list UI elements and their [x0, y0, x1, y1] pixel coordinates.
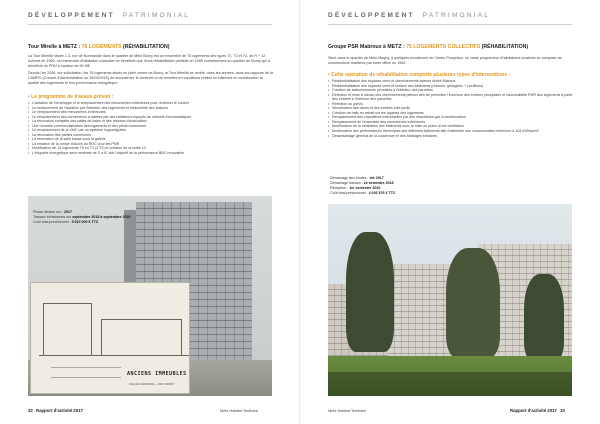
right-page [300, 0, 600, 424]
info-label: Coût total prévisionnel : [33, 220, 72, 224]
left-footer [28, 408, 83, 413]
list-item: • Amélioration de la ventilation des bâtiments avec la mise en place d'une ventilation [328, 124, 574, 129]
list-item: • Réfection et mise à niveau des cheminements piétons afin de permettre l'inversion des entrées principales et l'accessibilité PMR des logements à partir des entrées à l'intérieur des parcelles [328, 93, 574, 102]
section-header [28, 12, 190, 22]
section-header-word2: PATRIMONIAL [422, 12, 491, 19]
page-number: 32 [28, 408, 33, 413]
sketch-line [43, 303, 44, 355]
title-suffix: (RÉHABILITATION) [480, 44, 529, 50]
info-value: 4 026 576 € TTC [368, 191, 396, 195]
report-title: Rapport d'activité 2017 [36, 408, 83, 413]
sketch-caption: ANCIENS IMMEUBLES [127, 371, 187, 377]
program-heading: • Le programme de travaux prévoit : [28, 94, 114, 100]
section-header-word2: PATRIMONIAL [122, 12, 191, 19]
list-item: • Résidentialisation des espaces verts et cheminements avenue André Malraux [328, 79, 574, 84]
page-number: 33 [560, 408, 565, 413]
intro-paragraph: La Tour Mireille située 1-3, rue de Normandie dans le quartier de Metz Borny est un ensemble de 76 logements des types T2, T3 et T4, de R + 12. Achevé en 1960, cet immeuble d'habitation collective ne bénéficie que d'une réhabilitation partielle en 1985 contrairement au quartier de Borny qui a bénéficié du PRU à hauteur de 60 M€. [28, 54, 270, 68]
info-label: Démarrage travaux : [330, 181, 364, 185]
list-item: • Modification de 13 logements T5 en T3 (2 T2) et création de la sortie 12 [28, 146, 274, 151]
right-footer [510, 408, 565, 413]
info-value: été 2017 [369, 176, 384, 180]
title-prefix: Groupe PSR Mabroux à METZ : [328, 44, 407, 50]
title-highlight: 75 LOGEMENTS COLLECTIFS [406, 44, 481, 50]
info-value: 2e semestre 2018 [363, 181, 394, 185]
architectural-sketch [30, 282, 190, 394]
program-list [28, 101, 274, 156]
tree [446, 248, 500, 358]
list-item: • Création de halls en retrait sur les façades des logements [328, 111, 574, 116]
list-item: • Une nouvelle commercialisation des logements et des pieds communes [28, 124, 274, 129]
list-item: • Création de stationnements privatisés à l'intérieur des parcelles [328, 88, 574, 93]
project-info-box [33, 210, 133, 225]
list-item: • La rénovation de la salle basse sous la galerie [28, 137, 274, 142]
list-item: • Le renforcement de l'isolation par l'intérieur des logements et l'étanchéité des balcons [28, 106, 274, 111]
intro-paragraph: Situé dans le quartier de Metz-Magny, à quelques encablures du Centre Pompidou, ce vaste programme d'habitations locatives se compose de constructions réalisées par notre office en 1962. [328, 56, 562, 65]
list-item: • L'étiquette énergétique sera ramenée de D à B, soit l'objectif de la performance BBC rénovation [28, 151, 274, 156]
program-heading: • Cette opération de réhabilitation comporte plusieurs types d'interventions : [328, 72, 511, 78]
sketch-line [101, 319, 181, 320]
sketch-line [181, 319, 182, 355]
sketch-line [51, 367, 121, 368]
title-highlight: 76 LOGEMENTS [81, 44, 122, 50]
list-item: • Le remplacement des convecteurs à ailettes par des radiateurs équipés de robinets thermostatiques [28, 115, 274, 120]
info-row [330, 191, 470, 196]
project-info-box [330, 176, 470, 196]
list-item: • Amélioration des performances thermiques des différents bâtiments afin d'atteindre une consommation inférieure à 104 kWhep/m² [328, 129, 574, 134]
title-suffix: (RÉHABILITATION) [121, 44, 170, 50]
intro-paragraph: Depuis l'an 2006, sur sollicitation, les 76 logements situés en plein centre de Borny, la Tour Mireille se révèle, dans les années, dans les rapports de la CAMPO (Conseil d'Administration du 25/03/2015) de reconstruire le contexte et de remettre en conditions réelles un bâtiment en amélioration la qualité des logements et leur performance énergétique. [28, 71, 273, 85]
photo-shadow [328, 372, 572, 396]
info-value: 1er semestre 2020 [349, 186, 381, 190]
section-header-word1: DÉVELOPPEMENT [28, 12, 115, 19]
sketch-line [39, 355, 189, 356]
tree [346, 232, 394, 352]
list-item: • L'isolation de l'enveloppe et le remplacement des menuiseries extérieures pour renforcer le confort [28, 101, 274, 106]
sketch-subcaption: RUE DE NORMANDIE — METZ-BORNY [129, 383, 175, 386]
sketch-line [91, 303, 92, 355]
list-item: • Le remplacement de la VMC par un système hygroréglable [28, 128, 274, 133]
sketch-line [51, 377, 121, 378]
sketch-line [101, 319, 102, 355]
title-prefix: Tour Mirelle à METZ : [28, 44, 82, 50]
list-item: • Le remplacement des menuiseries extérieures [28, 110, 274, 115]
section-header [328, 12, 490, 22]
info-row [33, 220, 133, 225]
list-item: • La création de la rampe d'accès au RDC pour les PMR [28, 142, 274, 147]
list-item: • Réfection du parvis [328, 102, 574, 107]
psr-mabroux-photo [328, 204, 572, 396]
tour-mireille-photo [28, 196, 272, 396]
report-title: Rapport d'activité 2017 [510, 408, 557, 413]
info-value: septembre 2018 à septembre 2020 [72, 215, 131, 219]
right-page-title [328, 44, 578, 50]
info-label: Coût total prévisionnel : [330, 191, 369, 195]
section-header-word1: DÉVELOPPEMENT [328, 12, 415, 19]
header-rule [28, 24, 272, 25]
list-item: • Résidentialisation des espaces verts et surface des bâtiments (clôtures, grillagées, + portillons) [328, 84, 574, 89]
info-label: Travaux échelonnés sur [33, 215, 73, 219]
list-item: • Désamiantage général de la couverture et des bardages existants [328, 134, 574, 139]
program-list [328, 79, 574, 138]
tree [524, 274, 564, 360]
sketch-line [43, 303, 91, 304]
list-item: • Remplacement de l'ensemble des menuiseries extérieures [328, 120, 574, 125]
header-rule [328, 24, 572, 25]
footer-organization: Metz Habitat Territoire [328, 408, 366, 413]
info-label: Phase études sur : [33, 210, 64, 214]
info-label: Réception : [330, 186, 350, 190]
info-value: 5 910 000 € TTC [71, 220, 99, 224]
list-item: • La rénovation complète des salles de bains et des réseaux d'évacuation [28, 119, 274, 124]
list-item: • Sécurisation des caves et des entrées côté jardin [328, 106, 574, 111]
list-item: • La rénovation des parties communes [28, 133, 274, 138]
left-page-title [28, 44, 278, 50]
list-item: • Remplacement des chaudières individuelles par des chaudières gaz à condensation [328, 115, 574, 120]
info-label: Démarrage des études : [330, 176, 370, 180]
footer-organization: Metz Habitat Territoire [220, 408, 258, 413]
info-value: 2017 [63, 210, 72, 214]
